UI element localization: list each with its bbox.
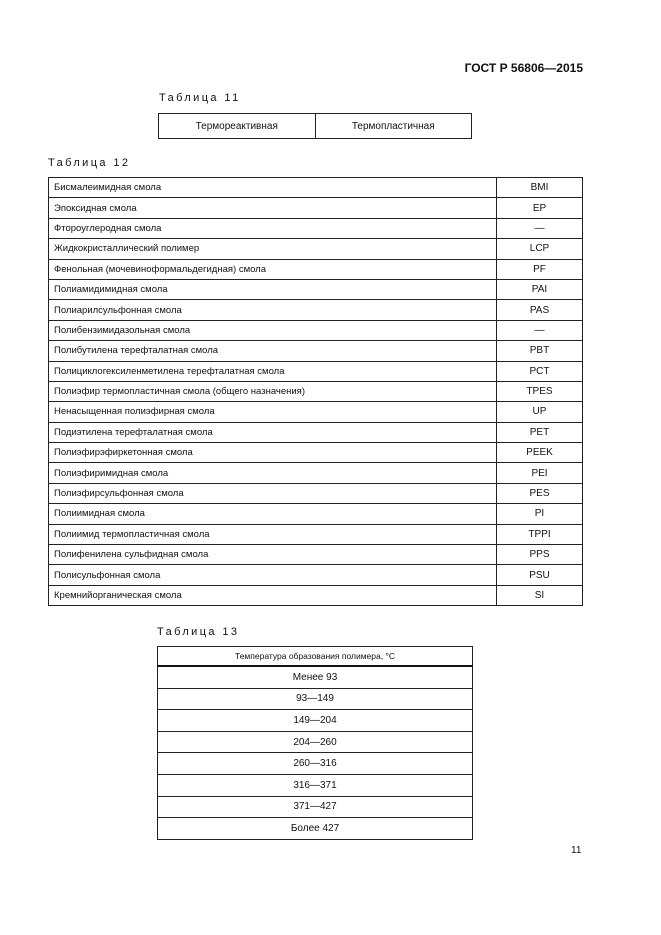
temperature-range: 204—260 (158, 731, 473, 753)
table-row (49, 524, 583, 544)
resin-name: Эпоксидная смола (49, 198, 497, 218)
resin-name: Полиимид термопластичная смола (49, 524, 497, 544)
table-row (158, 688, 473, 710)
resin-code: PET (497, 422, 583, 442)
table-row (49, 443, 583, 463)
table-cell: Термореактивная (159, 114, 316, 139)
resin-name: Полиамидимидная смола (49, 279, 497, 299)
resin-code: PCT (497, 361, 583, 381)
table-row (49, 341, 583, 361)
table-row (49, 565, 583, 585)
temperature-range: Более 427 (158, 818, 473, 840)
resin-name: Фенольная (мочевиноформальдегидная) смола (49, 259, 497, 279)
table-row (49, 585, 583, 605)
resin-code: EP (497, 198, 583, 218)
resin-name: Полибензимидазольная смола (49, 320, 497, 340)
table-row (49, 483, 583, 503)
resin-code: PI (497, 504, 583, 524)
resin-name: Ненасыщенная полиэфирная смола (49, 402, 497, 422)
table-12-caption: Таблица 12 (48, 157, 131, 169)
table-row (49, 259, 583, 279)
table-header-row (158, 647, 473, 667)
resin-code: UP (497, 402, 583, 422)
resin-code: — (497, 218, 583, 238)
resin-code: TPES (497, 381, 583, 401)
table-row (158, 666, 473, 688)
table-row (158, 818, 473, 840)
resin-code: PAS (497, 300, 583, 320)
table-13 (157, 646, 473, 840)
document-code: ГОСТ Р 56806—2015 (464, 61, 583, 75)
column-header: Температура образования полимера, °С (158, 647, 473, 667)
resin-code: PES (497, 483, 583, 503)
resin-name: Полиэфир термопластичная смола (общего назначения) (49, 381, 497, 401)
table-row (49, 239, 583, 259)
table-row (49, 361, 583, 381)
resin-code: PSU (497, 565, 583, 585)
table-13-caption: Таблица 13 (157, 626, 240, 638)
resin-code: TPPI (497, 524, 583, 544)
table-row (158, 731, 473, 753)
resin-name: Полифенилена сульфидная смола (49, 545, 497, 565)
table-12 (48, 177, 583, 606)
resin-code: LCP (497, 239, 583, 259)
resin-name: Подиэтилена терефталатная смола (49, 422, 497, 442)
resin-code: BMI (497, 178, 583, 198)
table-row (49, 463, 583, 483)
resin-code: PBT (497, 341, 583, 361)
table-cell: Термопластичная (315, 114, 472, 139)
resin-name: Бисмалеимидная смола (49, 178, 497, 198)
resin-code: PEI (497, 463, 583, 483)
temperature-range: 93—149 (158, 688, 473, 710)
table-11-caption: Таблица 11 (159, 92, 241, 104)
table-row (158, 774, 473, 796)
temperature-range: 316—371 (158, 774, 473, 796)
resin-code: — (497, 320, 583, 340)
resin-name: Жидкокристаллический полимер (49, 239, 497, 259)
table-row (158, 753, 473, 775)
resin-code: PAI (497, 279, 583, 299)
table-row (158, 796, 473, 818)
resin-name: Полиэфирсульфонная смола (49, 483, 497, 503)
table-row (49, 402, 583, 422)
temperature-range: 260—316 (158, 753, 473, 775)
table-11 (158, 113, 472, 139)
resin-name: Полиарилсульфонная смола (49, 300, 497, 320)
table-row (158, 710, 473, 732)
resin-name: Фтороуглеродная смола (49, 218, 497, 238)
temperature-range: 149—204 (158, 710, 473, 732)
table-row (49, 504, 583, 524)
resin-name: Полиимидная смола (49, 504, 497, 524)
table-row (49, 300, 583, 320)
resin-name: Полиэфирэфиркетонная смола (49, 443, 497, 463)
temperature-range: Менее 93 (158, 666, 473, 688)
resin-code: PEEK (497, 443, 583, 463)
table-row (159, 114, 472, 139)
resin-name: Полиэфиримидная смола (49, 463, 497, 483)
table-row (49, 218, 583, 238)
page-number: 11 (571, 845, 582, 856)
resin-code: PPS (497, 545, 583, 565)
resin-name: Полибутилена терефталатная смола (49, 341, 497, 361)
resin-code: SI (497, 585, 583, 605)
table-row (49, 545, 583, 565)
table-row (49, 178, 583, 198)
table-row (49, 198, 583, 218)
resin-code: PF (497, 259, 583, 279)
table-row (49, 279, 583, 299)
resin-name: Кремнийорганическая смола (49, 585, 497, 605)
temperature-range: 371—427 (158, 796, 473, 818)
resin-name: Полициклогексиленметилена терефталатная смола (49, 361, 497, 381)
table-row (49, 381, 583, 401)
table-row (49, 320, 583, 340)
table-row (49, 422, 583, 442)
resin-name: Полисульфонная смола (49, 565, 497, 585)
